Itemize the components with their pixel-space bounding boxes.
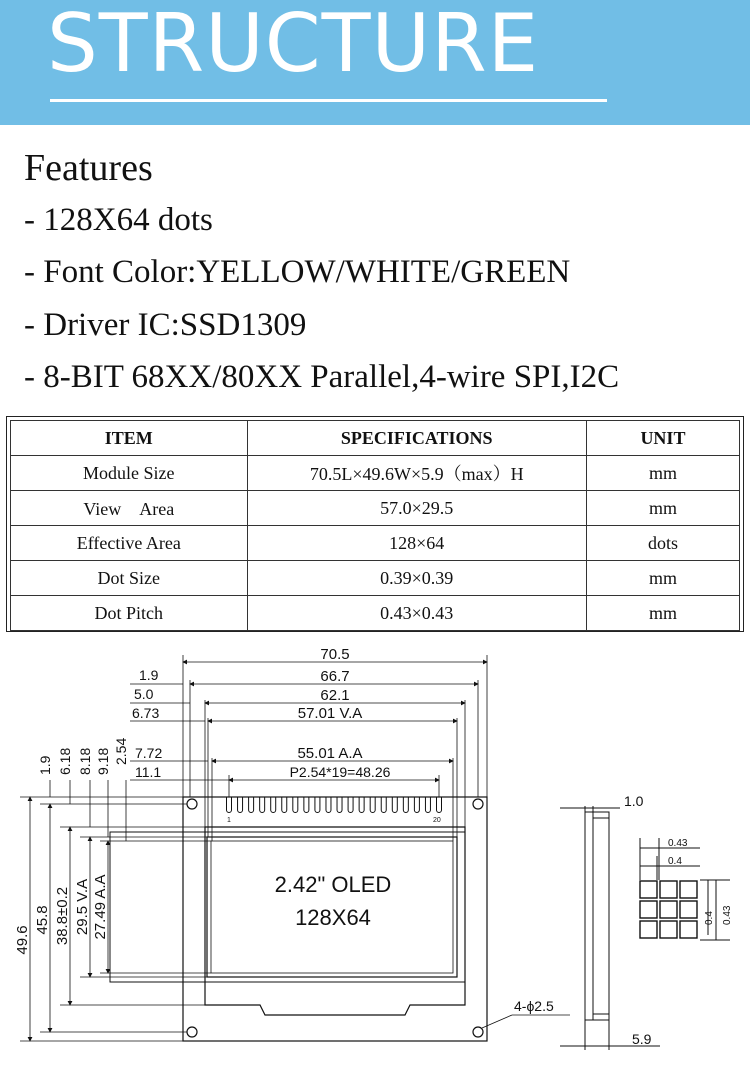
dim-pixel-size: 0.4: [704, 911, 715, 925]
pin: [282, 797, 287, 813]
dim-pixel-pitch: 0.43: [668, 838, 688, 849]
pin: [392, 797, 397, 813]
table-row: [11, 596, 740, 631]
table-cell: Dot Size: [11, 561, 248, 596]
feature-item: - Font Color:YELLOW/WHITE/GREEN: [24, 254, 571, 290]
pixel-dot: [660, 921, 677, 938]
pin: [271, 797, 276, 813]
dim-vertical-offset: 2.54: [113, 737, 129, 765]
pin: [403, 797, 408, 813]
pixel-dot: [680, 901, 697, 918]
structure-banner: [0, 0, 750, 125]
dim-hole-height: 45.8: [34, 905, 51, 935]
pin: [315, 797, 320, 813]
dim-hole-span: 66.7: [320, 668, 350, 685]
pixel-grid: [640, 881, 697, 938]
dim-pixel-size: 0.4: [668, 856, 682, 867]
table-cell: Effective Area: [11, 526, 248, 561]
table-cell: mm: [586, 561, 739, 596]
dim-pcb-thickness: 1.0: [624, 793, 644, 809]
dim-vertical-offset: 8.18: [77, 747, 93, 775]
dim-offset: 6.73: [132, 705, 160, 721]
screen-label-resolution: 128X64: [295, 905, 371, 930]
table-header: SPECIFICATIONS: [247, 421, 586, 456]
pixel-dot: [680, 881, 697, 898]
pin: [348, 797, 353, 813]
spec-table-frame: [6, 416, 744, 632]
table-cell: View Area: [11, 491, 248, 526]
table-cell: Module Size: [11, 456, 248, 491]
pin: [359, 797, 364, 813]
dim-module-thickness: 5.9: [632, 1031, 652, 1047]
pin: [370, 797, 375, 813]
pin: [249, 797, 254, 813]
table-row: [11, 491, 740, 526]
table-header: ITEM: [11, 421, 248, 456]
table-cell: 0.39×0.39: [247, 561, 586, 596]
table-cell: 128×64: [247, 526, 586, 561]
pixel-dot: [680, 921, 697, 938]
table-cell: mm: [586, 491, 739, 526]
pin: [425, 797, 430, 813]
table-cell: 0.43×0.43: [247, 596, 586, 631]
pin: [260, 797, 265, 813]
table-row: [11, 456, 740, 491]
dim-offset: 5.0: [134, 686, 154, 702]
dim-pin-pitch: P2.54*19=48.26: [289, 764, 391, 780]
table-cell: Dot Pitch: [11, 596, 248, 631]
dim-active-area: 55.01 A.A: [297, 745, 363, 762]
pin-header: [227, 797, 442, 813]
table-header-row: [11, 421, 740, 456]
dim-offset: 7.72: [135, 745, 163, 761]
pin: [326, 797, 331, 813]
dim-overall-width: 70.5: [320, 646, 350, 663]
pin: [337, 797, 342, 813]
pin: [381, 797, 386, 813]
dim-view-height: 29.5 V.A: [74, 878, 91, 936]
pin: [414, 797, 419, 813]
dim-overall-height: 49.6: [14, 925, 31, 955]
pixel-dot: [660, 881, 677, 898]
table-cell: 70.5L×49.6W×5.9（max）H: [247, 456, 586, 491]
pixel-dot: [640, 921, 657, 938]
table-cell: mm: [586, 596, 739, 631]
table-cell: mm: [586, 456, 739, 491]
table-row: [11, 526, 740, 561]
dim-vertical-offset: 9.18: [95, 747, 111, 775]
pin: [304, 797, 309, 813]
dim-glass-height: 38.8±0.2: [54, 886, 71, 946]
dim-vertical-offset: 1.9: [37, 755, 53, 775]
dim-offset: 11.1: [135, 764, 162, 780]
pin-label-1: 1: [227, 817, 231, 824]
dim-offset: 1.9: [139, 667, 159, 683]
features-title: Features: [24, 147, 153, 189]
table-row: [11, 561, 740, 596]
pin: [293, 797, 298, 813]
feature-item: - 128X64 dots: [24, 202, 213, 238]
pixel-dot: [640, 901, 657, 918]
spec-table: [10, 420, 740, 631]
table-cell: 57.0×29.5: [247, 491, 586, 526]
table-header: UNIT: [586, 421, 739, 456]
pixel-dot: [660, 901, 677, 918]
feature-item: - Driver IC:SSD1309: [24, 307, 307, 343]
dim-active-height: 27.49 A.A: [92, 874, 109, 940]
table-cell: dots: [586, 526, 739, 561]
pin: [437, 797, 442, 813]
hole-leader: [482, 1015, 570, 1028]
dim-pixel-pitch: 0.43: [722, 905, 733, 925]
hole-callout: 4-ϕ2.5: [514, 998, 554, 1014]
dim-view-area: 57.01 V.A: [297, 705, 363, 722]
screen-label-title: 2.42" OLED: [274, 872, 392, 897]
pin: [238, 797, 243, 813]
dim-vertical-offset: 6.18: [57, 747, 73, 775]
banner-underline: [50, 99, 607, 102]
mechanical-drawing: [0, 640, 750, 1065]
dim-glass-width: 62.1: [320, 687, 350, 704]
banner-title: STRUCTURE: [47, 0, 540, 90]
pin-label-20: 20: [433, 817, 441, 824]
pin: [227, 797, 232, 813]
pixel-dot: [640, 881, 657, 898]
feature-item: - 8-BIT 68XX/80XX Parallel,4-wire SPI,I2C: [24, 359, 620, 395]
